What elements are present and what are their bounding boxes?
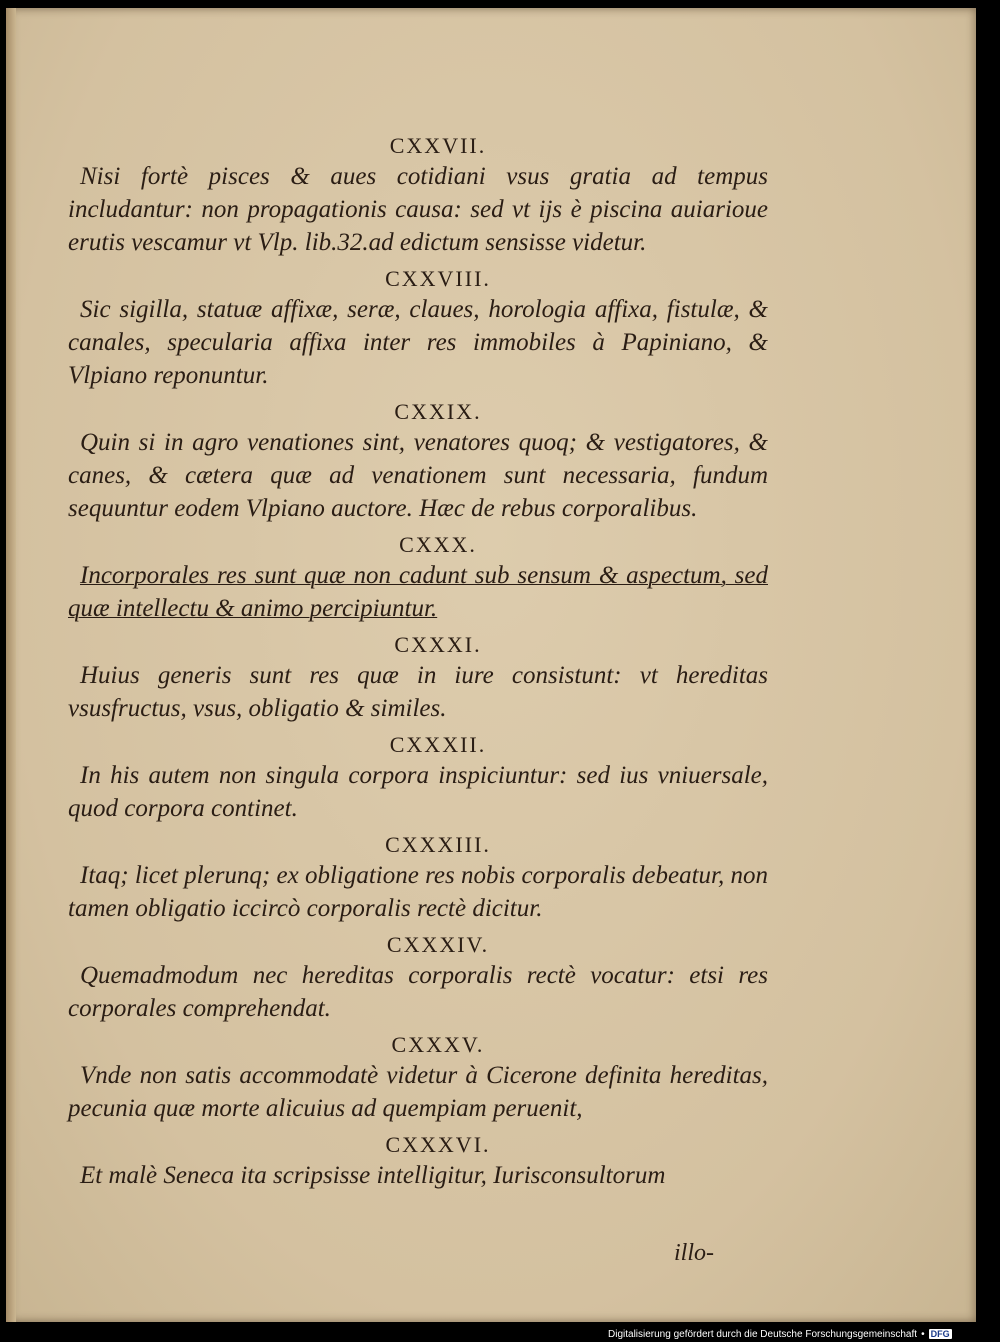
section-number: CXXVII. — [389, 133, 487, 158]
section-number: CXXXV. — [391, 1032, 485, 1057]
footer-credit — [608, 1326, 1000, 1342]
section-number: CXXX. — [399, 532, 477, 557]
section-number: CXXXII. — [389, 732, 487, 757]
section-number: CXXXVI. — [385, 1132, 491, 1157]
section-text: Quemadmodum nec hereditas corporalis rectè vocatur: etsi res corporales comprehendat. — [68, 962, 768, 1022]
section-number: CXXVIII. — [385, 266, 491, 291]
footer-separator: • — [921, 1328, 925, 1340]
section-number: CXXXIII. — [385, 832, 491, 857]
section-number: CXXXI. — [394, 632, 482, 657]
text-block — [68, 132, 768, 1198]
section-text: Vnde non satis accommodatè videtur à Cicerone definita hereditas, pecunia quæ morte alicuius ad quempiam peruenit, — [68, 1062, 768, 1122]
section-number: CXXXIV. — [386, 932, 490, 957]
footer-text: Digitalisierung gefördert durch die Deutsche Forschungsgemeinschaft — [608, 1328, 918, 1340]
section-text: In his autem non singula corpora inspiciuntur: sed ius vniuersale, quod corpora continet. — [68, 762, 768, 822]
section-text: Huius generis sunt res quæ in iure consistunt: vt hereditas vsusfructus, vsus, obligatio & similes. — [68, 662, 768, 722]
dfg-logo[interactable]: DFG — [930, 1329, 950, 1339]
section-text: Sic sigilla, statuæ affixæ, seræ, claues, horologia affixa, fistulæ, & canales, specularia affixa inter res immobiles à Papiniano, & Vlpiano reponuntur. — [68, 296, 768, 389]
section-number: CXXIX. — [394, 399, 482, 424]
section-text: Quin si in agro venationes sint, venatores quoq; & vestigatores, & canes, & cætera quæ ad venationem sunt necessaria, fundum sequuntur eodem Vlpiano auctore. Hæc de rebus corporalibus. — [68, 429, 768, 522]
catchword: illo- — [674, 1240, 714, 1266]
section-text: Itaq; licet plerunq; ex obligatione res nobis corporalis debeatur, non tamen obligatio iccircò corporalis rectè dicitur. — [68, 862, 768, 922]
book-page — [6, 8, 976, 1322]
page-gutter — [6, 8, 16, 1322]
section-text: Nisi fortè pisces & aues cotidiani vsus gratia ad tempus includantur: non propagationis causa: sed vt ijs è piscina auiarioue erutis vescamur vt Vlp. lib.32.ad edictum sensisse videtur. — [68, 163, 768, 256]
section-text: Et malè Seneca ita scripsisse intelligitur, Iurisconsultorum — [80, 1162, 666, 1189]
section-text-underlined: Incorporales res sunt quæ non cadunt sub sensum & aspectum, sed quæ intellectu & animo percipiuntur. — [68, 562, 768, 622]
